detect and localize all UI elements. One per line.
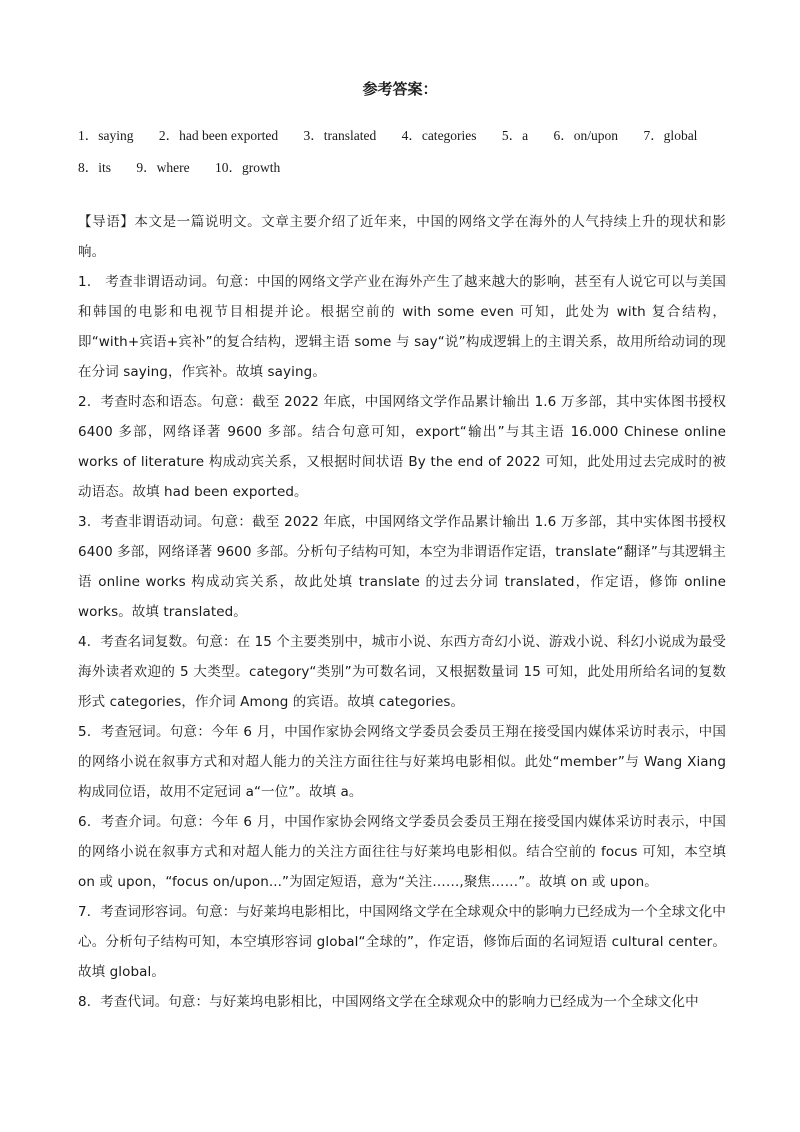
explanation-paragraph: 7．考查词形容词。句意：与好莱坞电影相比，中国网络文学在全球观众中的影响力已经成为一个全球文化中心。分析句子结构可知，本空填形容词 global“全球的”，作定语，修饰后面的名词短语 cultural center。故填 global。	[78, 904, 726, 980]
answer-item: 6．on/upon	[553, 128, 619, 143]
explanation-paragraph: 1． 考查非谓语动词。句意：中国的网络文学产业在海外产生了越来越大的影响，甚至有人说它可以与美国和韩国的电影和电视节目相提并论。根据空前的 with some even 可知，此处为 with 复合结构，即“with+宾语+宾补”的复合结构，逻辑主语 some 与 say“说”构成逻辑上的主谓关系，故用所给动词的现在分词 saying，作宾补。故填 saying。	[78, 274, 726, 380]
answer-item: 1．saying	[78, 128, 134, 143]
intro-paragraph: 【导语】本文是一篇说明文。文章主要介绍了近年来，中国的网络文学在海外的人气持续上升的现状和影响。	[78, 214, 726, 260]
answer-item: 4．categories	[401, 128, 477, 143]
answer-item: 8．its	[78, 160, 112, 175]
explanation-paragraph: 2．考查时态和语态。句意：截至 2022 年底，中国网络文学作品累计输出 1.6 万多部，其中实体图书授权 6400 多部，网络译著 9600 多部。结合句意可知，export“输出”与其主语 16.000 Chinese online works of literature 构成动宾关系，又根据时间状语 By the end of 2022 可知，此处用过去完成时的被动语态。故填 had been exported。	[78, 394, 726, 500]
explanation-paragraph: 5．考查冠词。句意：今年 6 月，中国作家协会网络文学委员会委员王翔在接受国内媒体采访时表示，中国的网络小说在叙事方式和对超人能力的关注方面往往与好莱坞电影相似。此处“member”与 Wang Xiang 构成同位语，故用不定冠词 a“一位”。故填 a。	[78, 724, 726, 800]
answer-item: 7．global	[643, 128, 698, 143]
explanation-paragraph: 4．考查名词复数。句意：在 15 个主要类别中，城市小说、东西方奇幻小说、游戏小说、科幻小说成为最受海外读者欢迎的 5 大类型。category“类别”为可数名词，又根据数量词 15 可知，此处用所给名词的复数形式 categories，作介词 Among 的宾语。故填 categories。	[78, 634, 726, 710]
explanation-paragraph: 6．考查介词。句意：今年 6 月，中国作家协会网络文学委员会委员王翔在接受国内媒体采访时表示，中国的网络小说在叙事方式和对超人能力的关注方面往往与好莱坞电影相似。结合空前的 focus 可知，本空填 on 或 upon，“focus on/upon...”为固定短语，意为“关注……,聚焦……”。故填 on 或 upon。	[78, 814, 726, 890]
answer-item: 5．a	[501, 128, 529, 143]
explanation-paragraph: 8．考查代词。句意：与好莱坞电影相比，中国网络文学在全球观众中的影响力已经成为一个全球文化中	[78, 994, 699, 1010]
explanation-body	[78, 207, 726, 1017]
answer-item: 3．translated	[303, 128, 377, 143]
answer-item: 9．where	[136, 160, 190, 175]
answer-key	[78, 120, 728, 184]
answer-item: 2．had been exported	[158, 128, 279, 143]
explanation-paragraph: 3．考查非谓语动词。句意：截至 2022 年底，中国网络文学作品累计输出 1.6 万多部，其中实体图书授权 6400 多部，网络译著 9600 多部。分析句子结构可知，本空为非谓语作定语，translate“翻译”与其逻辑主语 online works 构成动宾关系，故此处填 translate 的过去分词 translated，作定语，修饰 online works。故填 translated。	[78, 514, 726, 620]
answer-item: 10．growth	[215, 160, 281, 175]
page-title: 参考答案：	[362, 80, 438, 98]
